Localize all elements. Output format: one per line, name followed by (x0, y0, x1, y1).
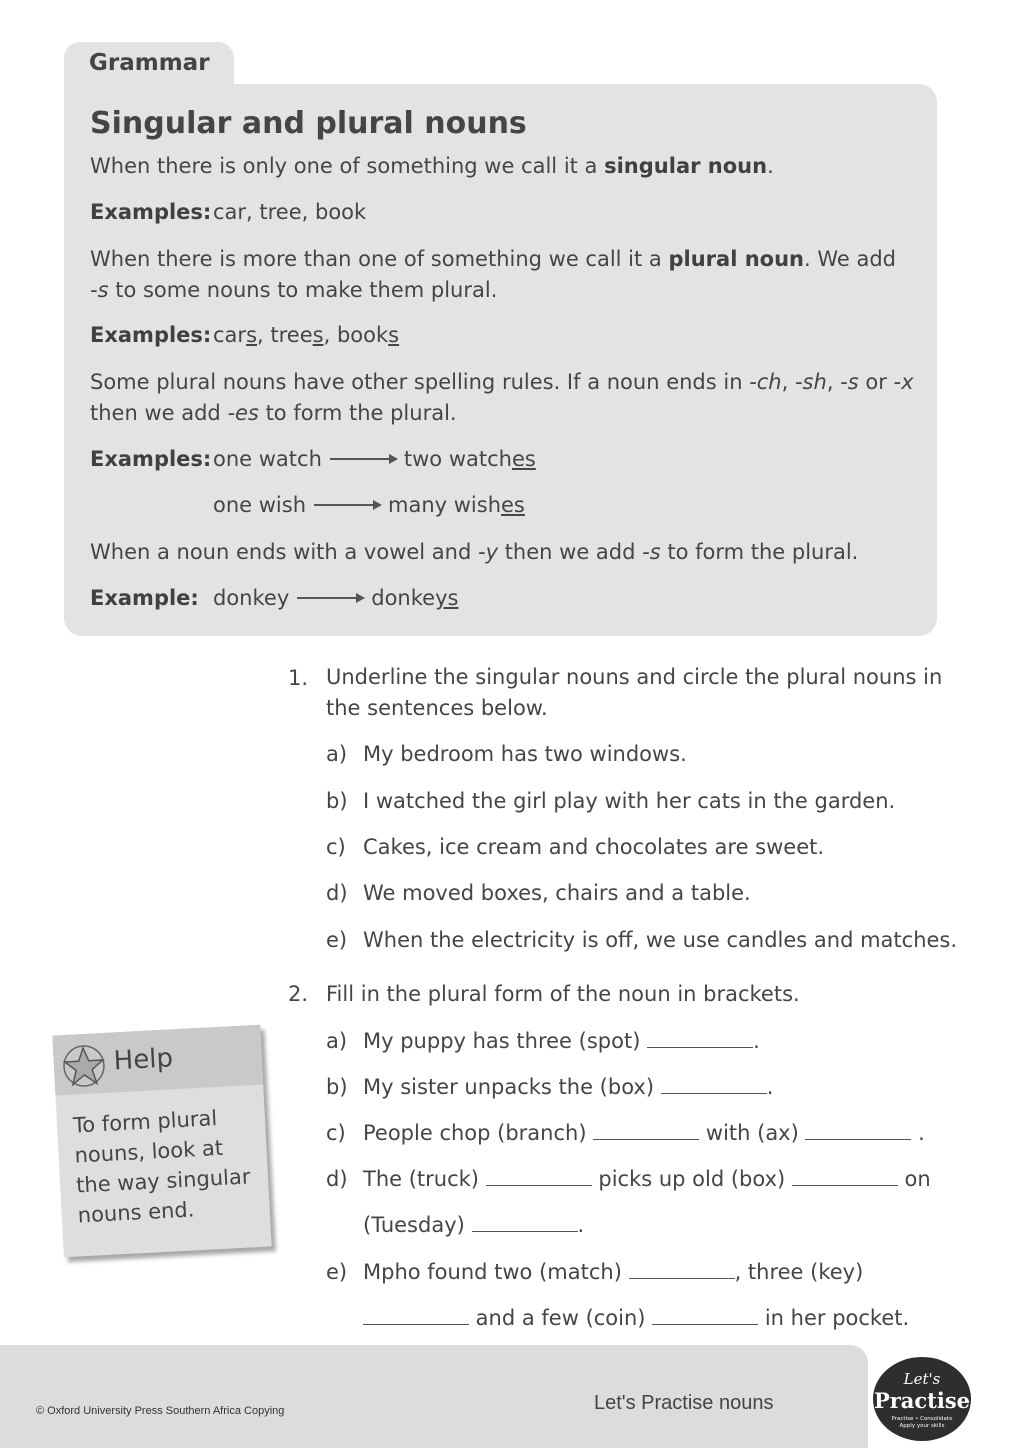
answer-blank[interactable] (629, 1260, 735, 1279)
examples-label: Examples: (90, 200, 212, 224)
q2-item-letter: e) (326, 1260, 348, 1284)
q1-item-letter: c) (326, 835, 346, 859)
star-icon (61, 1043, 107, 1089)
answer-blank[interactable] (792, 1167, 898, 1186)
q1-item-e: When the electricity is off, we use candles and matches. (363, 928, 958, 952)
q1-item-letter: a) (326, 742, 348, 766)
svg-text:Practise • Consolidate: Practise • Consolidate (891, 1416, 953, 1422)
arrow-icon (314, 504, 380, 506)
q1-item-c: Cakes, ice cream and chocolates are sweet. (363, 835, 825, 859)
q1-item-letter: e) (326, 928, 348, 952)
answer-blank[interactable] (805, 1121, 911, 1140)
page-title: Singular and plural nouns (90, 106, 527, 141)
q2-item-d-line1: The (truck) picks up old (box) on (363, 1167, 931, 1191)
help-text: To form plural nouns, look at the way singular nouns end. (72, 1106, 251, 1228)
plural-intro-line2: -s to some nouns to make them plural. (90, 278, 498, 302)
q1-item-letter: d) (326, 881, 348, 905)
q2-instruction: Fill in the plural form of the noun in brackets. (326, 982, 800, 1006)
arrow-icon (297, 597, 363, 599)
q1-number: 1. (288, 666, 309, 690)
singular-examples: car, tree, book (213, 200, 367, 224)
intro-text: When there is only one of something we call it a singular noun. (90, 154, 774, 178)
q2-item-e-line1: Mpho found two (match) , three (key) (363, 1260, 864, 1284)
q2-number: 2. (288, 982, 309, 1006)
q1-item-letter: b) (326, 789, 348, 813)
help-title: Help (112, 1043, 174, 1077)
q2-item-letter: c) (326, 1121, 346, 1145)
svg-text:Practise: Practise (873, 1388, 971, 1413)
examples-label: Examples: (90, 447, 212, 471)
rule3-example: donkey donke ys (213, 586, 459, 610)
svg-text:Apply your skills: Apply your skills (899, 1423, 945, 1429)
q2-item-letter: a) (326, 1029, 348, 1053)
example-label: Example: (90, 586, 199, 610)
q2-item-c: People chop (branch) with (ax) . (363, 1121, 925, 1145)
q2-item-letter: b) (326, 1075, 348, 1099)
q1-instruction: Underline the singular nouns and circle the plural nouns in the sentences below. (326, 665, 943, 720)
copyright-text: © Oxford University Press Southern Africa Copying (36, 1405, 285, 1417)
q2-item-e-line2: and a few (coin) in her pocket. (363, 1306, 909, 1330)
plural-intro-line1: When there is more than one of something we call it a plural noun. We add (90, 247, 896, 271)
series-title: Let's Practise nouns (594, 1392, 774, 1414)
q1-item-d: We moved boxes, chairs and a table. (363, 881, 751, 905)
answer-blank[interactable] (363, 1306, 469, 1325)
rule2-example-wish: one wish many wish es (213, 493, 525, 517)
answer-blank[interactable] (652, 1306, 758, 1325)
plural-examples: car s , tree s , book s (213, 323, 400, 347)
rule2-line2: then we add -es to form the plural. (90, 401, 457, 425)
answer-blank[interactable] (593, 1121, 699, 1140)
examples-label: Examples: (90, 323, 212, 347)
arrow-icon (330, 458, 396, 460)
lets-practise-logo (872, 1356, 972, 1442)
answer-blank[interactable] (486, 1167, 592, 1186)
q2-item-a: My puppy has three (spot) . (363, 1029, 760, 1053)
q2-item-letter: d) (326, 1167, 348, 1191)
tab-label: Grammar (89, 50, 210, 76)
help-note (52, 1025, 271, 1258)
q2-item-b: My sister unpacks the (box) . (363, 1075, 774, 1099)
answer-blank[interactable] (661, 1075, 767, 1094)
rule2-example-watch: one watch two watch es (213, 447, 536, 471)
svg-text:Let's: Let's (903, 1370, 941, 1388)
answer-blank[interactable] (647, 1029, 753, 1048)
q1-item-b: I watched the girl play with her cats in the garden. (363, 789, 896, 813)
q1-item-a: My bedroom has two windows. (363, 742, 687, 766)
answer-blank[interactable] (472, 1213, 578, 1232)
q2-item-d-line2: (Tuesday) . (363, 1213, 585, 1237)
rule3-text: When a noun ends with a vowel and -y then we add -s to form the plural. (90, 540, 859, 564)
rule2-line1: Some plural nouns have other spelling rules. If a noun ends in -ch, -sh, -s or -x (90, 370, 914, 394)
